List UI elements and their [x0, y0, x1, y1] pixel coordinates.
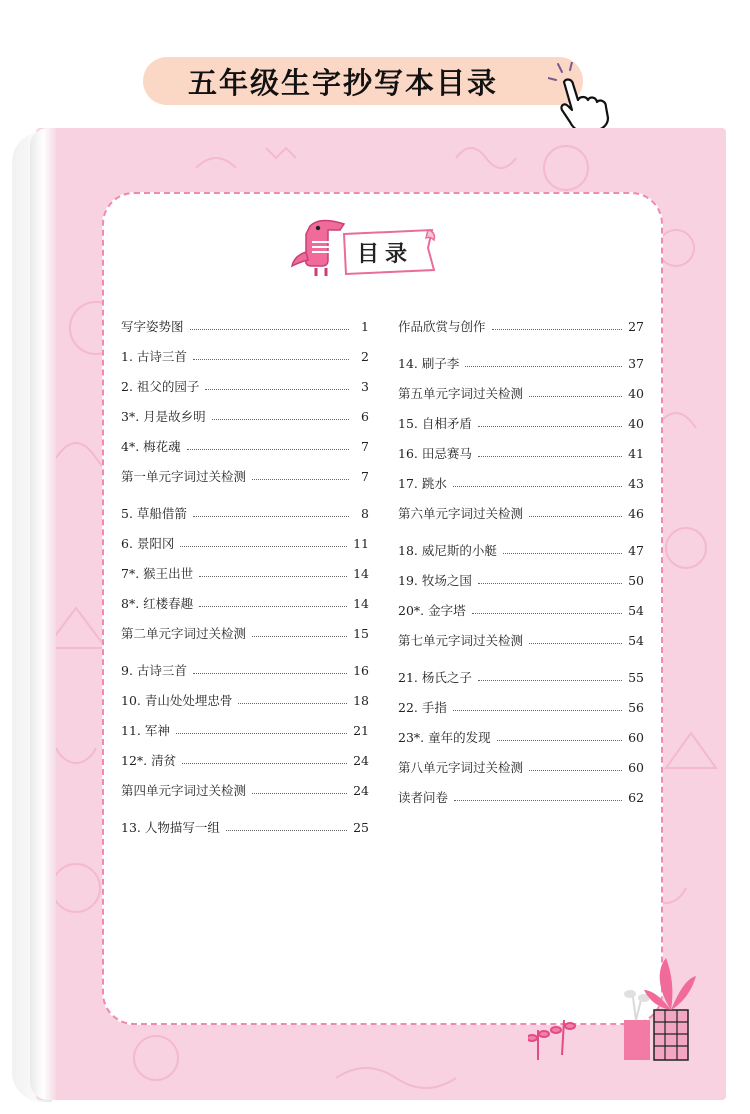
toc-entry-page: 43	[628, 475, 644, 491]
toc-entry-title: 19. 牧场之国	[398, 573, 472, 588]
toc-entry	[121, 780, 369, 800]
toc-entry-title: 6. 景阳冈	[121, 536, 175, 551]
header-banner	[143, 57, 583, 105]
dot-leader	[529, 516, 622, 517]
toc-entry-title: 第四单元字词过关检测	[121, 783, 247, 798]
toc-entry	[121, 406, 369, 426]
toc-entry-title: 1. 古诗三首	[121, 349, 187, 364]
dot-leader	[453, 486, 622, 487]
toc-entry-page: 62	[628, 789, 644, 805]
toc-entry-title: 7*. 猴王出世	[121, 566, 194, 581]
toc-entry-title: 第二单元字词过关检测	[121, 626, 247, 641]
book-spine	[30, 128, 56, 1100]
dot-leader	[478, 426, 622, 427]
toc-entry-page: 41	[628, 445, 644, 461]
toc-entry	[121, 503, 369, 523]
dot-leader	[190, 329, 349, 330]
toc-entry	[121, 376, 369, 396]
toc-entry-page: 56	[628, 699, 644, 715]
toc-entry	[121, 533, 369, 553]
dot-leader	[252, 479, 349, 480]
dot-leader	[503, 553, 622, 554]
toc-entry-page: 7	[361, 438, 369, 454]
toc-entry-title: 8*. 红楼春趣	[121, 596, 194, 611]
toc-entry-title: 第七单元字词过关检测	[398, 633, 524, 648]
toc-entry	[398, 473, 644, 493]
toc-entry-title: 5. 草船借箭	[121, 506, 187, 521]
potted-plant-icon	[528, 950, 698, 1070]
dot-leader	[193, 673, 347, 674]
toc-entry	[121, 817, 369, 837]
toc-entry	[398, 697, 644, 717]
dot-leader	[478, 583, 622, 584]
dot-leader	[529, 396, 622, 397]
toc-entry	[121, 690, 369, 710]
toc-entry-title: 23*. 童年的发现	[398, 730, 491, 745]
toc-entry	[121, 720, 369, 740]
toc-entry-page: 14	[353, 595, 369, 611]
toc-entry	[398, 353, 644, 373]
dot-leader	[492, 329, 623, 330]
toc-entry-page: 2	[361, 348, 369, 364]
dot-leader	[529, 770, 622, 771]
toc-entry-page: 46	[628, 505, 644, 521]
dot-leader	[212, 419, 349, 420]
toc-entry-page: 18	[353, 692, 369, 708]
toc-entry-page: 47	[628, 542, 644, 558]
toc-entry-page: 3	[361, 378, 369, 394]
toc-entry-title: 10. 青山处处埋忠骨	[121, 693, 233, 708]
toc-entry-page: 60	[628, 729, 644, 745]
toc-entry-title: 15. 自相矛盾	[398, 416, 472, 431]
toc-entry	[398, 667, 644, 687]
toc-entry-title: 3*. 月是故乡明	[121, 409, 206, 424]
dot-leader	[252, 793, 347, 794]
toc-entry-page: 54	[628, 602, 644, 618]
toc-entry-title: 21. 杨氏之子	[398, 670, 472, 685]
toc-entry	[398, 630, 644, 650]
toc-entry-page: 27	[628, 318, 644, 334]
toc-entry-page: 37	[628, 355, 644, 371]
toc-entry-page: 15	[353, 625, 369, 641]
toc-entry-page: 40	[628, 415, 644, 431]
dot-leader	[176, 733, 347, 734]
dot-leader	[187, 449, 349, 450]
toc-entry-page: 40	[628, 385, 644, 401]
toc-entry-title: 第五单元字词过关检测	[398, 386, 524, 401]
toc-entry-page: 1	[361, 318, 369, 334]
toc-entry-title: 18. 威尼斯的小艇	[398, 543, 497, 558]
toc-entry-title: 读者问卷	[398, 790, 449, 805]
pointing-hand-icon	[548, 62, 618, 132]
toc-entry-page: 54	[628, 632, 644, 648]
toc-entry-title: 11. 军神	[121, 723, 170, 738]
toc-entry	[398, 540, 644, 560]
dot-leader	[529, 643, 622, 644]
dot-leader	[238, 703, 347, 704]
toc-entry-page: 24	[353, 782, 369, 798]
toc-entry-title: 第八单元字词过关检测	[398, 760, 524, 775]
toc-entry-title: 第六单元字词过关检测	[398, 506, 524, 521]
dot-leader	[182, 763, 347, 764]
toc-entry-title: 12*. 清贫	[121, 753, 177, 768]
toc-heading: 目录	[356, 242, 413, 267]
toc-entry	[398, 727, 644, 747]
toc-entry-title: 17. 跳水	[398, 476, 447, 491]
toc-entry	[398, 570, 644, 590]
toc-entry-page: 50	[628, 572, 644, 588]
toc-entry-page: 7	[361, 468, 369, 484]
toc-entry-title: 9. 古诗三首	[121, 663, 187, 678]
dot-leader	[226, 830, 347, 831]
toc-entry-page: 21	[353, 722, 369, 738]
toc-entry	[121, 593, 369, 613]
toc-entry-page: 25	[353, 819, 369, 835]
toc-entry	[398, 787, 644, 807]
dot-leader	[180, 546, 347, 547]
toc-entry-title: 第一单元字词过关检测	[121, 469, 247, 484]
toc-entry-title: 写字姿势图	[121, 319, 184, 334]
dot-leader	[453, 710, 622, 711]
dot-leader	[252, 636, 347, 637]
toc-entry-title: 16. 田忌赛马	[398, 446, 472, 461]
dot-leader	[199, 606, 347, 607]
dot-leader	[472, 613, 622, 614]
toc-entry	[121, 660, 369, 680]
toc-entry	[121, 750, 369, 770]
toc-entry-title: 2. 祖父的园子	[121, 379, 200, 394]
toc-entry-title: 22. 手指	[398, 700, 447, 715]
dot-leader	[478, 456, 622, 457]
toc-entry	[398, 443, 644, 463]
dot-leader	[454, 800, 622, 801]
toc-entry-page: 6	[361, 408, 369, 424]
toc-entry-page: 55	[628, 669, 644, 685]
toc-entry-page: 8	[361, 505, 369, 521]
dot-leader	[193, 359, 349, 360]
toc-entry	[398, 600, 644, 620]
dot-leader	[193, 516, 349, 517]
toc-entry-page: 11	[353, 535, 369, 551]
toc-entry	[121, 466, 369, 486]
toc-entry	[121, 436, 369, 456]
toc-entry	[121, 623, 369, 643]
dot-leader	[497, 740, 622, 741]
toc-entry-page: 24	[353, 752, 369, 768]
toc-entry	[121, 346, 369, 366]
toc-entry	[398, 413, 644, 433]
toc-entry-title: 4*. 梅花魂	[121, 439, 181, 454]
toc-entry	[398, 383, 644, 403]
toc-entry-title: 作品欣赏与创作	[398, 319, 486, 334]
dot-leader	[478, 680, 622, 681]
dot-leader	[199, 576, 347, 577]
toc-entry-title: 13. 人物描写一组	[121, 820, 220, 835]
toc-entry	[398, 757, 644, 777]
toc-entry-page: 60	[628, 759, 644, 775]
toc-entry-title: 20*. 金字塔	[398, 603, 466, 618]
toc-entry-page: 14	[353, 565, 369, 581]
toc-entry	[121, 316, 369, 336]
dot-leader	[465, 366, 622, 367]
toc-entry-page: 16	[353, 662, 369, 678]
toc-entry	[121, 563, 369, 583]
toc-entry-title: 14. 刷子李	[398, 356, 460, 371]
page-title: 五年级生字抄写本目录	[187, 65, 498, 100]
toc-entry	[398, 503, 644, 523]
dot-leader	[205, 389, 349, 390]
toc-entry	[398, 316, 644, 336]
